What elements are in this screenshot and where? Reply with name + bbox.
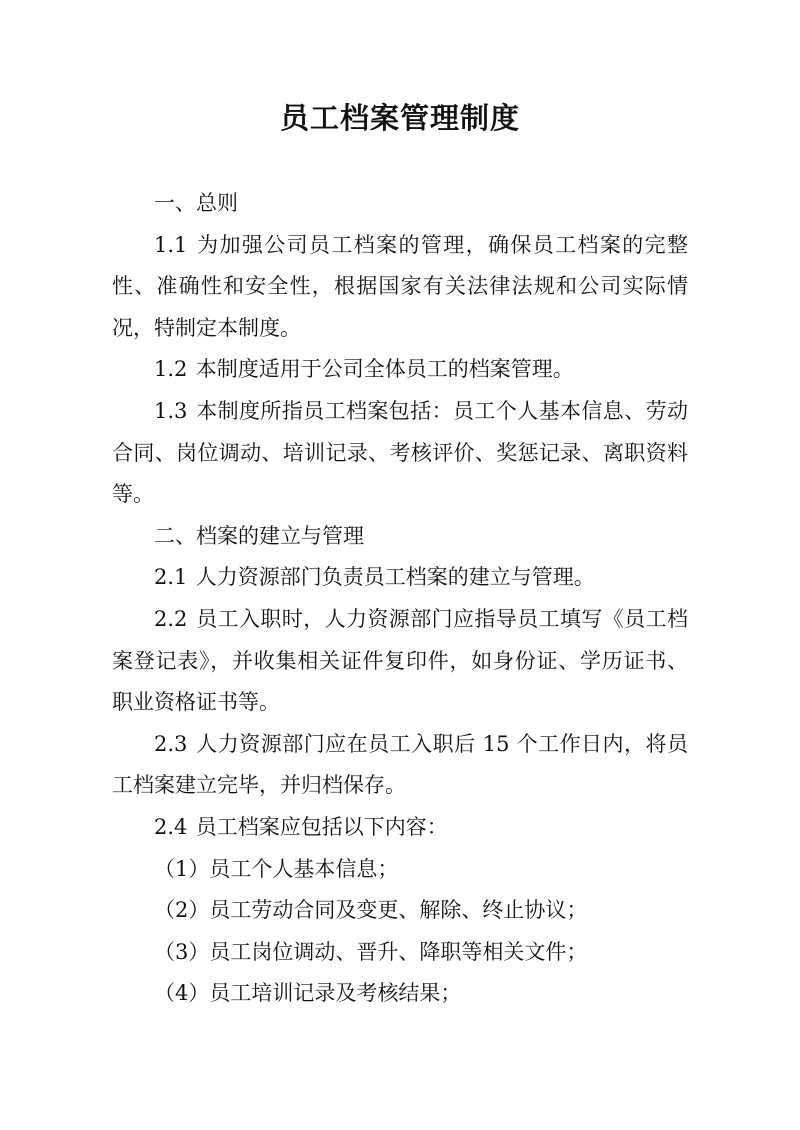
list-item-3 xyxy=(112,932,688,974)
clause-number: 2.2 xyxy=(154,606,188,631)
list-item-text: （1）员工个人基本信息； xyxy=(154,856,399,881)
clause-text: 员工入职时，人力资源部门应指导员工填写《员工档案登记表》，并收集相关证件复印件，如身份证、学历证书、职业资格证书等。 xyxy=(112,606,688,715)
clause-number: 2.4 xyxy=(154,814,188,839)
section-heading-general xyxy=(112,183,688,225)
clause-text: 人力资源部门应在员工入职后 15 个工作日内，将员工档案建立完毕，并归档保存。 xyxy=(112,731,688,798)
list-item-2 xyxy=(112,890,688,932)
clause-1-3 xyxy=(112,391,688,516)
clause-number: 2.1 xyxy=(154,565,188,590)
section-heading-establishment xyxy=(112,516,688,558)
list-item-text: （3）员工岗位调动、晋升、降职等相关文件； xyxy=(154,939,588,964)
clause-text: 人力资源部门负责员工档案的建立与管理。 xyxy=(195,565,595,590)
clause-text: 本制度所指员工档案包括：员工个人基本信息、劳动合同、岗位调动、培训记录、考核评价、奖惩记录、离职资料等。 xyxy=(112,398,688,507)
list-item-text: （2）员工劳动合同及变更、解除、终止协议； xyxy=(154,898,588,923)
clause-number: 1.1 xyxy=(154,232,188,257)
clause-2-1 xyxy=(112,557,688,599)
clause-text: 为加强公司员工档案的管理，确保员工档案的完整性、准确性和安全性，根据国家有关法律法规和公司实际情况，特制定本制度。 xyxy=(112,232,688,340)
clause-text: 本制度适用于公司全体员工的档案管理。 xyxy=(195,357,574,382)
clause-1-1 xyxy=(112,225,688,350)
clause-2-4 xyxy=(112,807,688,849)
clause-text: 员工档案应包括以下内容： xyxy=(195,814,448,839)
clause-number: 1.3 xyxy=(154,398,188,423)
clause-number: 2.3 xyxy=(154,731,188,756)
clause-1-2 xyxy=(112,349,688,391)
clause-2-2 xyxy=(112,599,688,724)
document-body xyxy=(112,183,688,1015)
clause-number: 1.2 xyxy=(154,357,188,382)
clause-2-3 xyxy=(112,724,688,807)
list-item-1 xyxy=(112,849,688,891)
heading-text: 二、档案的建立与管理 xyxy=(154,523,364,548)
document-title: 员工档案管理制度 xyxy=(279,101,520,135)
list-item-text: （4）员工培训记录及考核结果； xyxy=(154,981,462,1006)
heading-text: 一、总则 xyxy=(154,191,238,215)
list-item-4 xyxy=(112,973,688,1015)
